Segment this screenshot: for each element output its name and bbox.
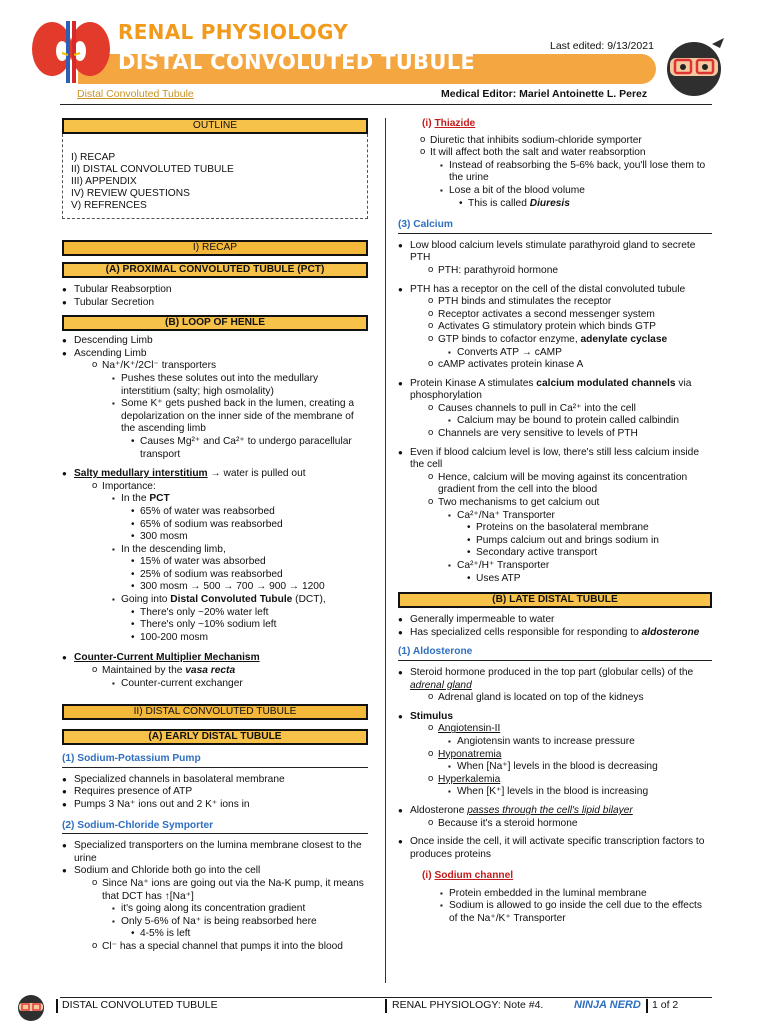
list-item: ● Aldosterone passes through the cell's lipid bilayer o Because it's a steroid hormone xyxy=(398,805,712,830)
footer-bar xyxy=(56,999,58,1013)
list-item: ▪ Sodium is allowed to go inside the cell due to the effects of the Na⁺/K⁺ Transporter xyxy=(440,900,712,925)
list-item: o cAMP activates protein kinase A xyxy=(428,359,712,372)
subsection-heading-loop-of-henle: (B) LOOP OF HENLE xyxy=(62,315,368,331)
subsection-heading-late-distal: (B) LATE DISTAL TUBULE xyxy=(398,592,712,608)
medical-editor: Medical Editor: Mariel Antoinette L. Perez xyxy=(441,88,648,100)
salty-list xyxy=(62,468,368,644)
left-column xyxy=(62,118,368,954)
list-item: o Cl⁻ has a special channel that pumps it into the blood xyxy=(92,941,368,954)
list-item: o Angiotensin-II ▪ Angiotensin wants to increase pressure xyxy=(428,723,712,748)
list-item: ▪ Counter-current exchanger xyxy=(112,678,368,691)
list-item: ▪ Pushes these solutes out into the medullary interstitium (salty; high osmolality) xyxy=(112,373,368,398)
list-item: ▪ Converts ATP → cAMP xyxy=(448,347,712,360)
list-item: • 65% of water was reabsorbed xyxy=(131,506,368,519)
list-item: • Causes Mg²⁺ and Ca²⁺ to undergo paracellular transport xyxy=(131,436,368,461)
list-item: • 4-5% is left xyxy=(131,928,368,941)
list-item: ● Specialized transporters on the lumina membrane closest to the urine xyxy=(62,840,368,865)
footer-bar xyxy=(385,999,387,1013)
heading-thiazide: (i) Thiazide xyxy=(422,118,476,129)
ninja-footer-icon xyxy=(14,992,48,1022)
list-item: ● Pumps 3 Na⁺ ions out and 2 K⁺ ions in xyxy=(62,799,368,812)
outline-heading: OUTLINE xyxy=(62,118,368,134)
list-item: ▪ When [Na⁺] levels in the blood is decreasing xyxy=(448,761,712,774)
outline-item[interactable]: V) REFRENCES xyxy=(71,200,147,211)
list-item: o GTP binds to cofactor enzyme, adenylate cyclase ▪ Converts ATP → cAMP xyxy=(428,334,712,359)
list-item: • 300 mosm → 500 → 700 → 900 → 1200 xyxy=(131,581,368,594)
list-item: ● Descending Limb xyxy=(62,335,368,348)
list-item: o Two mechanisms to get calcium out ▪ Ca²⁺/Na⁺ Transporter • Proteins on the basolateral membrane • Pumps calcium out and brings sodium in • Secondary active transport ▪ Ca²⁺/H⁺ Transporter • Uses ATP xyxy=(428,497,712,585)
list-item: o Adrenal gland is located on top of the kidneys xyxy=(428,692,712,705)
list-item: o Hence, calcium will be moving against its concentration gradient from the cell into the blood xyxy=(428,472,712,497)
list-item: ▪ In the descending limb, • 15% of water was absorbed • 25% of sodium was reabsorbed • 300 mosm → 500 → 700 → 900 → 1200 xyxy=(112,544,368,594)
list-item: • Proteins on the basolateral membrane xyxy=(467,522,712,535)
list-item: ▪ Lose a bit of the blood volume • This is called Diuresis xyxy=(440,185,712,210)
list-item: • 300 mosm xyxy=(131,531,368,544)
subsection-heading-early-distal: (A) EARLY DISTAL TUBULE xyxy=(62,729,368,745)
list-item: o Na⁺/K⁺/2Cl⁻ transporters ▪ Pushes these solutes out into the medullary interstitium (salty; high osmolality) ▪ Some K⁺ gets pushed back in the lumen, creating a depolarization on the inner side of the membrane of the ascending limb • Causes Mg²⁺ and Ca²⁺ to undergo paracellular transport xyxy=(92,360,368,461)
list-item: • 15% of water was absorbed xyxy=(131,556,368,569)
section-heading-recap: I) RECAP xyxy=(62,240,368,256)
sodium-channel-list xyxy=(440,888,712,926)
list-item: ▪ Only 5-6% of Na⁺ is being reabsorbed here • 4-5% is left xyxy=(112,916,368,941)
list-item: o Hyperkalemia ▪ When [K⁺] levels in the blood is increasing xyxy=(428,774,712,799)
list-item: o It will affect both the salt and water reabsorption ▪ Instead of reabsorbing the 5-6% back, you'll lose them to the urine ▪ Lose a bit of the blood volume • This is called Diuresis xyxy=(420,147,712,210)
page-number: 1 of 2 xyxy=(652,999,679,1011)
outline-box xyxy=(62,134,368,219)
late-list xyxy=(398,614,712,639)
list-item: o Diuretic that inhibits sodium-chloride symporter xyxy=(420,135,712,148)
thiazide-list xyxy=(420,135,712,211)
list-item: • Uses ATP xyxy=(467,573,712,586)
ninja-mascot-icon xyxy=(662,36,726,98)
list-item: ▪ Some K⁺ gets pushed back in the lumen, creating a depolarization on the inner side of the membrane of the ascending limb • Causes Mg²⁺ and Ca²⁺ to undergo paracellular transport xyxy=(112,398,368,461)
section-heading-dct: II) DISTAL CONVOLUTED TUBULE xyxy=(62,704,368,720)
list-item: ▪ Angiotensin wants to increase pressure xyxy=(448,736,712,749)
list-item: • 100-200 mosm xyxy=(131,632,368,645)
list-item: ● Specialized channels in basolateral membrane xyxy=(62,774,368,787)
footer-title: DISTAL CONVOLUTED TUBULE xyxy=(62,999,218,1011)
list-item: ● Generally impermeable to water xyxy=(398,614,712,627)
subsection-heading-pct: (A) PROXIMAL CONVOLUTED TUBULE (PCT) xyxy=(62,262,368,278)
list-item: o Importance: ▪ In the PCT • 65% of water was reabsorbed • 65% of sodium was reabsorbed • 300 mosm ▪ In the descending limb, • 15% of water was absorbed • 25% of sodium was reabsorbed • 300 mosm → 500 → 700 → 900 → 1200 ▪ Going into Distal Convoluted Tubule (DCT), • There's only ~20% water left • There's only ~10% sodium left • 100-200 mosm xyxy=(92,481,368,645)
heading-sodium-potassium-pump: (1) Sodium-Potassium Pump xyxy=(62,753,368,768)
list-item: ● Salty medullary interstitium → water is pulled out o Importance: ▪ In the PCT • 65% of water was reabsorbed • 65% of sodium was reabsorbed • 300 mosm ▪ In the descending limb, • 15% of water was absorbed • 25% of sodium was reabsorbed • 300 mosm → 500 → 700 → 900 → 1200 ▪ Going into Distal Convoluted Tubule (DCT), • There's only ~20% water left • There's only ~10% sodium left • 100-200 mosm xyxy=(62,468,368,644)
header-divider xyxy=(60,104,712,105)
title-distal-convoluted-tubule: DISTAL CONVOLUTED TUBULE xyxy=(118,50,476,74)
list-item: ● Steroid hormone produced in the top part (globular cells) of the adrenal gland o Adrenal gland is located on top of the kidneys xyxy=(398,667,712,705)
list-item: ▪ In the PCT • 65% of water was reabsorbed • 65% of sodium was reabsorbed • 300 mosm xyxy=(112,493,368,543)
title-renal-physiology: RENAL PHYSIOLOGY xyxy=(118,20,349,44)
list-item: o Channels are very sensitive to levels of PTH xyxy=(428,428,712,441)
list-item: ▪ Ca²⁺/H⁺ Transporter • Uses ATP xyxy=(448,560,712,585)
list-item: ▪ When [K⁺] levels in the blood is increasing xyxy=(448,786,712,799)
list-item: o Activates G stimulatory protein which binds GTP xyxy=(428,321,712,334)
list-item: o PTH: parathyroid hormone xyxy=(428,265,712,278)
list-item: o Causes channels to pull in Ca²⁺ into the cell ▪ Calcium may be bound to protein called calbindin xyxy=(428,403,712,428)
list-item: • There's only ~20% water left xyxy=(131,607,368,620)
list-item: ● PTH has a receptor on the cell of the distal convoluted tubule o PTH binds and stimulates the receptor o Receptor activates a second messenger system o Activates G stimulatory protein which binds GTP o GTP binds to cofactor enzyme, adenylate cyclase ▪ Converts ATP → cAMP o cAMP activates protein kinase A xyxy=(398,284,712,372)
calcium-list xyxy=(398,240,712,585)
heading-aldosterone: (1) Aldosterone xyxy=(398,646,712,661)
list-item: o Receptor activates a second messenger system xyxy=(428,309,712,322)
list-item: o Maintained by the vasa recta ▪ Counter-current exchanger xyxy=(92,665,368,690)
footer-bar xyxy=(646,999,648,1013)
list-item: ● Protein Kinase A stimulates calcium modulated channels via phosphorylation o Causes channels to pull in Ca²⁺ into the cell ▪ Calcium may be bound to protein called calbindin o Channels are very sensitive to levels of PTH xyxy=(398,378,712,441)
column-divider xyxy=(385,118,386,983)
list-item: ▪ Calcium may be bound to protein called calbindin xyxy=(448,415,712,428)
list-item: ▪ Ca²⁺/Na⁺ Transporter • Proteins on the basolateral membrane • Pumps calcium out and brings sodium in • Secondary active transport xyxy=(448,510,712,560)
list-item: o Because it's a steroid hormone xyxy=(428,818,712,831)
list-item: ● Ascending Limb o Na⁺/K⁺/2Cl⁻ transporters ▪ Pushes these solutes out into the medullary interstitium (salty; high osmolality) ▪ Some K⁺ gets pushed back in the lumen, creating a depolarization on the inner side of the membrane of the ascending limb • Causes Mg²⁺ and Ca²⁺ to undergo paracellular transport xyxy=(62,348,368,461)
list-item: o PTH binds and stimulates the receptor xyxy=(428,296,712,309)
heading-calcium: (3) Calcium xyxy=(398,219,712,234)
list-item: • This is called Diuresis xyxy=(459,198,712,211)
footer-divider xyxy=(60,997,712,998)
list-item: ● Has specialized cells responsible for responding to aldosterone xyxy=(398,627,712,640)
ccm-list xyxy=(62,652,368,690)
outline-item[interactable]: II) DISTAL CONVOLUTED TUBULE xyxy=(71,164,234,175)
heading-sodium-chloride-symporter: (2) Sodium-Chloride Symporter xyxy=(62,820,368,835)
list-item: o Hyponatremia ▪ When [Na⁺] levels in the blood is decreasing xyxy=(428,749,712,774)
list-item: ● Sodium and Chloride both go into the cell o Since Na⁺ ions are going out via the Na-K pump, it means that DCT has ↑[Na⁺] ▪ it's going along its concentration gradient ▪ Only 5-6% of Na⁺ is being reabsorbed here • 4-5% is left o Cl⁻ has a special channel that pumps it into the blood xyxy=(62,865,368,953)
list-item: ● Even if blood calcium level is low, there's still less calcium inside the cell o Hence, calcium will be moving against its concentration gradient from the cell into the blood o Two mechanisms to get calcium out ▪ Ca²⁺/Na⁺ Transporter • Proteins on the basolateral membrane • Pumps calcium out and brings sodium in • Secondary active transport ▪ Ca²⁺/H⁺ Transporter • Uses ATP xyxy=(398,447,712,586)
list-item: o Since Na⁺ ions are going out via the Na-K pump, it means that DCT has ↑[Na⁺] ▪ it's going along its concentration gradient ▪ Only 5-6% of Na⁺ is being reabsorbed here • 4-5% is left xyxy=(92,878,368,941)
outline-item[interactable]: I) RECAP xyxy=(71,152,116,163)
list-item: • Secondary active transport xyxy=(467,547,712,560)
list-item: ● Stimulus o Angiotensin-II ▪ Angiotensin wants to increase pressure o Hyponatremia ▪ When [Na⁺] levels in the blood is decreasing o Hyperkalemia ▪ When [K⁺] levels in the blood is increasing xyxy=(398,711,712,799)
list-item: ● Tubular Reabsorption xyxy=(62,284,368,297)
list-item: ● Once inside the cell, it will activate specific transcription factors to produces proteins xyxy=(398,836,712,861)
ncc-list xyxy=(62,840,368,953)
ninja-nerd-logo: NINJA NERD xyxy=(574,999,641,1011)
outline-item[interactable]: III) APPENDIX xyxy=(71,176,137,187)
outline-item[interactable]: IV) REVIEW QUESTIONS xyxy=(71,188,190,199)
list-item: • There's only ~10% sodium left xyxy=(131,619,368,632)
nak-list xyxy=(62,774,368,812)
kidney-logo-icon xyxy=(28,15,114,85)
list-item: ● Requires presence of ATP xyxy=(62,786,368,799)
list-item: ● Tubular Secretion xyxy=(62,297,368,310)
list-item: ▪ Instead of reabsorbing the 5-6% back, you'll lose them to the urine xyxy=(440,160,712,185)
list-item: ● Counter-Current Multiplier Mechanism o Maintained by the vasa recta ▪ Counter-current exchanger xyxy=(62,652,368,690)
aldosterone-list xyxy=(398,667,712,861)
list-item: • 25% of sodium was reabsorbed xyxy=(131,569,368,582)
list-item: ▪ Protein embedded in the luminal membrane xyxy=(440,888,712,901)
pct-list xyxy=(62,284,368,309)
list-item: ▪ it's going along its concentration gradient xyxy=(112,903,368,916)
footer-note: RENAL PHYSIOLOGY: Note #4. xyxy=(392,999,544,1011)
loop-list xyxy=(62,335,368,461)
breadcrumb-link[interactable]: Distal Convoluted Tubule xyxy=(77,88,194,100)
heading-sodium-channel: (i) Sodium channel xyxy=(422,870,514,882)
right-column xyxy=(398,118,712,926)
last-edited-date: Last edited: 9/13/2021 xyxy=(550,40,654,52)
list-item: • 65% of sodium was reabsorbed xyxy=(131,519,368,532)
list-item: ● Low blood calcium levels stimulate parathyroid gland to secrete PTH o PTH: parathyroid hormone xyxy=(398,240,712,278)
list-item: • Pumps calcium out and brings sodium in xyxy=(467,535,712,548)
list-item: ▪ Going into Distal Convoluted Tubule (DCT), • There's only ~20% water left • There's only ~10% sodium left • 100-200 mosm xyxy=(112,594,368,644)
